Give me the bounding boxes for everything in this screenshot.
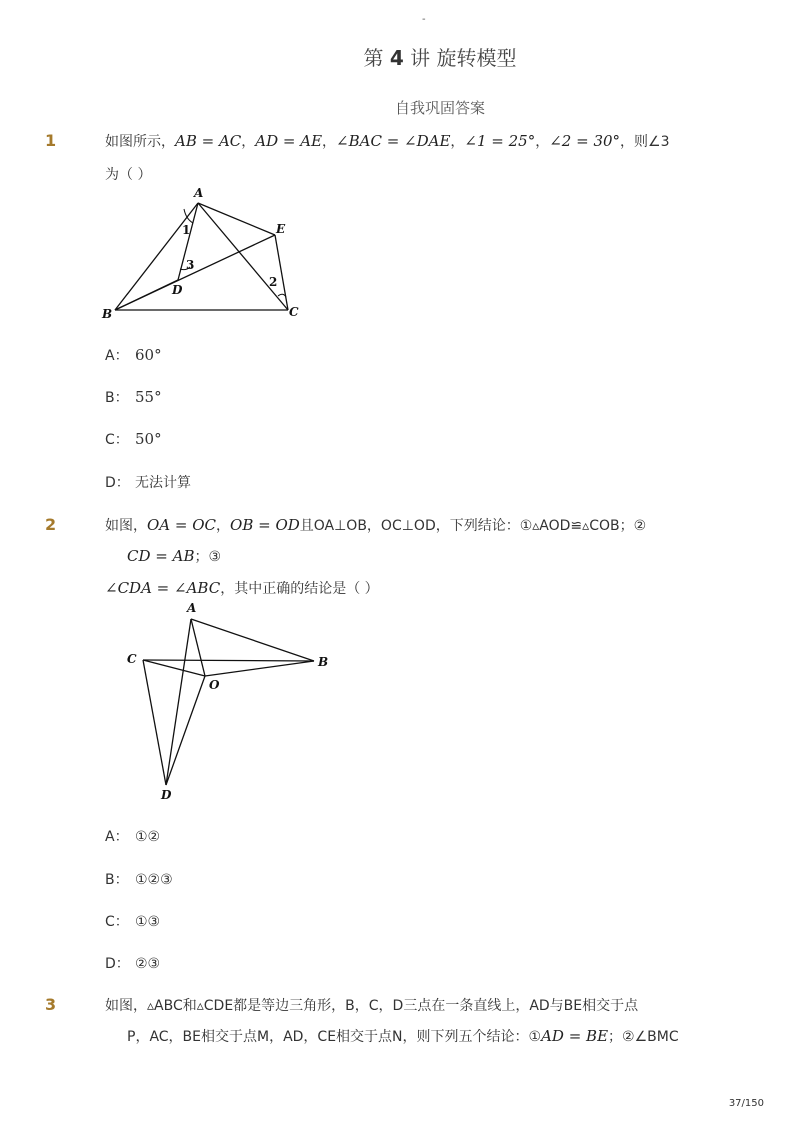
question-1-option-a[interactable]: A： 60° [105,346,162,364]
q2-seg-OB [205,661,314,676]
q2-label-D: D [161,788,172,802]
question-1-line-2: 为（ ） [105,167,152,183]
q1-seg-AE [198,203,275,235]
q1-label-E: E [276,222,286,236]
q1-seg-BD [115,280,178,310]
q2-seg-CO [143,660,205,676]
q2-label-C: C [127,652,137,666]
question-2-option-c[interactable]: C： ①③ [105,914,161,930]
q1-seg-AB [115,203,198,310]
q2-label-A: A [187,601,197,615]
question-2-number: 2 [45,515,57,534]
title-number: 4 [389,46,404,70]
question-1-figure [100,185,310,325]
q1-label-angle-2: 2 [269,275,278,289]
q2-seg-OD [166,676,205,785]
question-1-option-b[interactable]: B： 55° [105,388,162,406]
question-2-line-1: 如图，OA = OC，OB = OD且OA⊥OB，OC⊥OD，下列结论：①▵AOD≌▵COB；② [105,516,647,534]
question-1-option-d[interactable]: D： 无法计算 [105,475,191,491]
page-number: 37/150 [728,1098,764,1109]
q1-label-C: C [289,305,299,319]
question-2-line-3: ∠CDA = ∠ABC，其中正确的结论是（ ） [105,579,379,597]
question-1-line-1: 如图所示，AB = AC，AD = AE，∠BAC = ∠DAE，∠1 = 25°，∠2 = 30°，则∠3 [105,132,670,150]
question-2-figure [118,598,338,808]
q1-label-B: B [102,307,113,321]
page-subtitle: 自我巩固答案 [394,99,485,117]
q1-label-angle-1: 1 [182,223,191,237]
q1-seg-CE [275,235,288,310]
question-2-line-2: CD = AB；③ [127,547,222,565]
q2-label-B: B [318,655,329,669]
q2-seg-CD [143,660,166,785]
q2-seg-AD [166,619,191,785]
q2-seg-AO [191,619,205,676]
page-title [0,42,800,71]
q2-seg-CB [143,660,314,661]
q1-label-D: D [172,283,183,297]
title-suffix: 讲 旋转模型 [410,46,517,70]
q2-label-O: O [209,678,220,692]
q1-label-A: A [194,186,204,200]
question-2-option-d[interactable]: D： ②③ [105,956,161,972]
question-3-line-1: 如图，▵ABC和▵CDE都是等边三角形，B，C，D三点在一条直线上，AD与BE相交于点 [105,998,639,1014]
q2-seg-AB [191,619,314,661]
q1-label-angle-3: 3 [186,258,195,272]
question-3-number: 3 [45,995,57,1014]
top-dash: - [422,14,426,25]
question-1-option-c[interactable]: C： 50° [105,430,162,448]
question-3-line-2: P，AC，BE相交于点M，AD，CE相交于点N，则下列五个结论：①AD = BE；②∠BMC [127,1027,679,1045]
question-2-option-a[interactable]: A： ①② [105,829,161,845]
q1-seg-AC [198,203,288,310]
question-1-number: 1 [45,131,57,150]
title-prefix: 第 [363,46,384,70]
question-2-option-b[interactable]: B： ①②③ [105,872,173,888]
